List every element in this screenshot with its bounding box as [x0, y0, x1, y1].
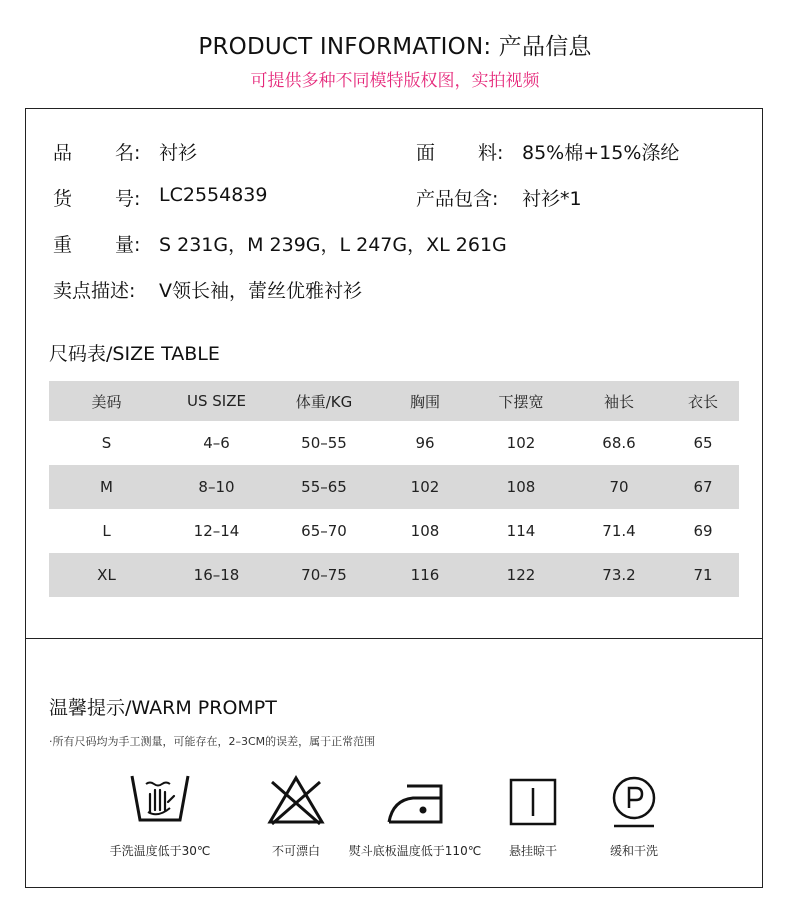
size-table-cell: 96: [415, 434, 435, 452]
size-table-header-cell: 体重/KG: [269, 381, 379, 421]
care-label: 不可漂白: [271, 844, 320, 858]
info-sku-value: LC2554839: [159, 184, 268, 206]
size-table-row: [49, 465, 739, 509]
size-table-cell: 12–14: [193, 522, 240, 540]
size-table-header-cell: 胸围: [379, 381, 471, 421]
size-table-cell: 67: [667, 465, 739, 509]
info-includes-value: 衬衫*1: [522, 188, 582, 210]
size-table-cell: 8–10: [164, 465, 269, 509]
dry-clean-p-icon: [602, 772, 666, 830]
size-table-header-row: [49, 381, 739, 421]
info-weight-label-a: 重: [53, 234, 73, 256]
size-table-cell: 65: [693, 434, 713, 452]
size-table-cell: 122: [471, 553, 571, 597]
size-table-cell: XL: [49, 553, 164, 597]
size-table-row: [49, 421, 739, 465]
hang-dry-icon: [501, 772, 565, 830]
size-table-header-cell: US SIZE: [164, 381, 269, 421]
size-table-cell: 68.6: [602, 434, 636, 452]
size-table: [49, 381, 739, 597]
care-label: 悬挂晾干: [508, 844, 557, 858]
size-table-cell: 69: [693, 522, 713, 540]
info-includes-label: 产品包含:: [416, 188, 499, 210]
page-subtitle: 可提供多种不同模特版权图，实拍视频: [250, 71, 540, 91]
size-table-header-cell: 下摆宽: [471, 381, 571, 421]
care-label: 熨斗底板温度低于110℃: [348, 844, 482, 858]
size-table-row: [49, 509, 739, 553]
info-name-label-a: 品: [53, 142, 73, 164]
info-weight-value: S 231G，M 239G，L 247G，XL 261G: [159, 234, 507, 256]
care-label: 手洗温度低于30℃: [109, 844, 211, 858]
size-table-header-cell: 美码: [49, 381, 164, 421]
info-fabric-value: 85%棉+15%涤纶: [522, 142, 680, 164]
care-item-iron: [340, 772, 490, 862]
warm-prompt-heading: 温馨提示/WARM PROMPT: [49, 697, 277, 719]
size-table-cell: 4–6: [203, 434, 230, 452]
info-selling-label: 卖点描述:: [53, 280, 136, 302]
size-table-cell: 50–55: [301, 434, 347, 452]
size-table-heading: 尺码表/SIZE TABLE: [49, 343, 220, 365]
size-table-cell: M: [49, 465, 164, 509]
size-table-cell: 70: [571, 465, 667, 509]
info-selling-value: V领长袖，蕾丝优雅衬衫: [159, 280, 362, 302]
care-item-hand-wash: [100, 772, 220, 862]
size-table-cell: 71: [667, 553, 739, 597]
info-name-value: 衬衫: [159, 142, 198, 164]
care-label: 缓和干洗: [609, 844, 658, 858]
info-sku-label-a: 货: [53, 188, 73, 210]
size-table-cell: 108: [471, 465, 571, 509]
hand-wash-icon: [128, 772, 192, 830]
measurement-note: ·所有尺码均为手工测量，可能存在，2–3CM的误差，属于正常范围: [49, 735, 376, 748]
size-table-header-cell: 衣长: [667, 381, 739, 421]
size-table-cell: 102: [379, 465, 471, 509]
info-sku-label-b: 号:: [115, 188, 141, 210]
info-fabric-label-b: 料:: [478, 142, 504, 164]
size-table-cell: 114: [506, 522, 536, 540]
info-fabric-label-a: 面: [416, 142, 436, 164]
size-table-cell: 102: [506, 434, 536, 452]
size-table-header-cell: 袖长: [571, 381, 667, 421]
page-title: PRODUCT INFORMATION: 产品信息: [198, 34, 592, 60]
size-table-cell: L: [102, 522, 111, 540]
info-name-label-b: 名:: [115, 142, 141, 164]
size-table-cell: 116: [379, 553, 471, 597]
size-table-cell: 71.4: [602, 522, 636, 540]
size-table-cell: 70–75: [269, 553, 379, 597]
size-table-cell: S: [101, 434, 112, 452]
size-table-cell: 65–70: [301, 522, 347, 540]
size-table-row: [49, 553, 739, 597]
size-table-cell: 16–18: [164, 553, 269, 597]
care-item-dry-clean: [574, 772, 694, 862]
size-table-cell: 108: [410, 522, 440, 540]
size-table-cell: 55–65: [269, 465, 379, 509]
care-item-no-bleach: [236, 772, 356, 862]
info-weight-label-b: 量:: [115, 234, 141, 256]
iron-icon: [383, 772, 447, 830]
no-bleach-icon: [264, 772, 328, 830]
size-table-cell: 73.2: [571, 553, 667, 597]
